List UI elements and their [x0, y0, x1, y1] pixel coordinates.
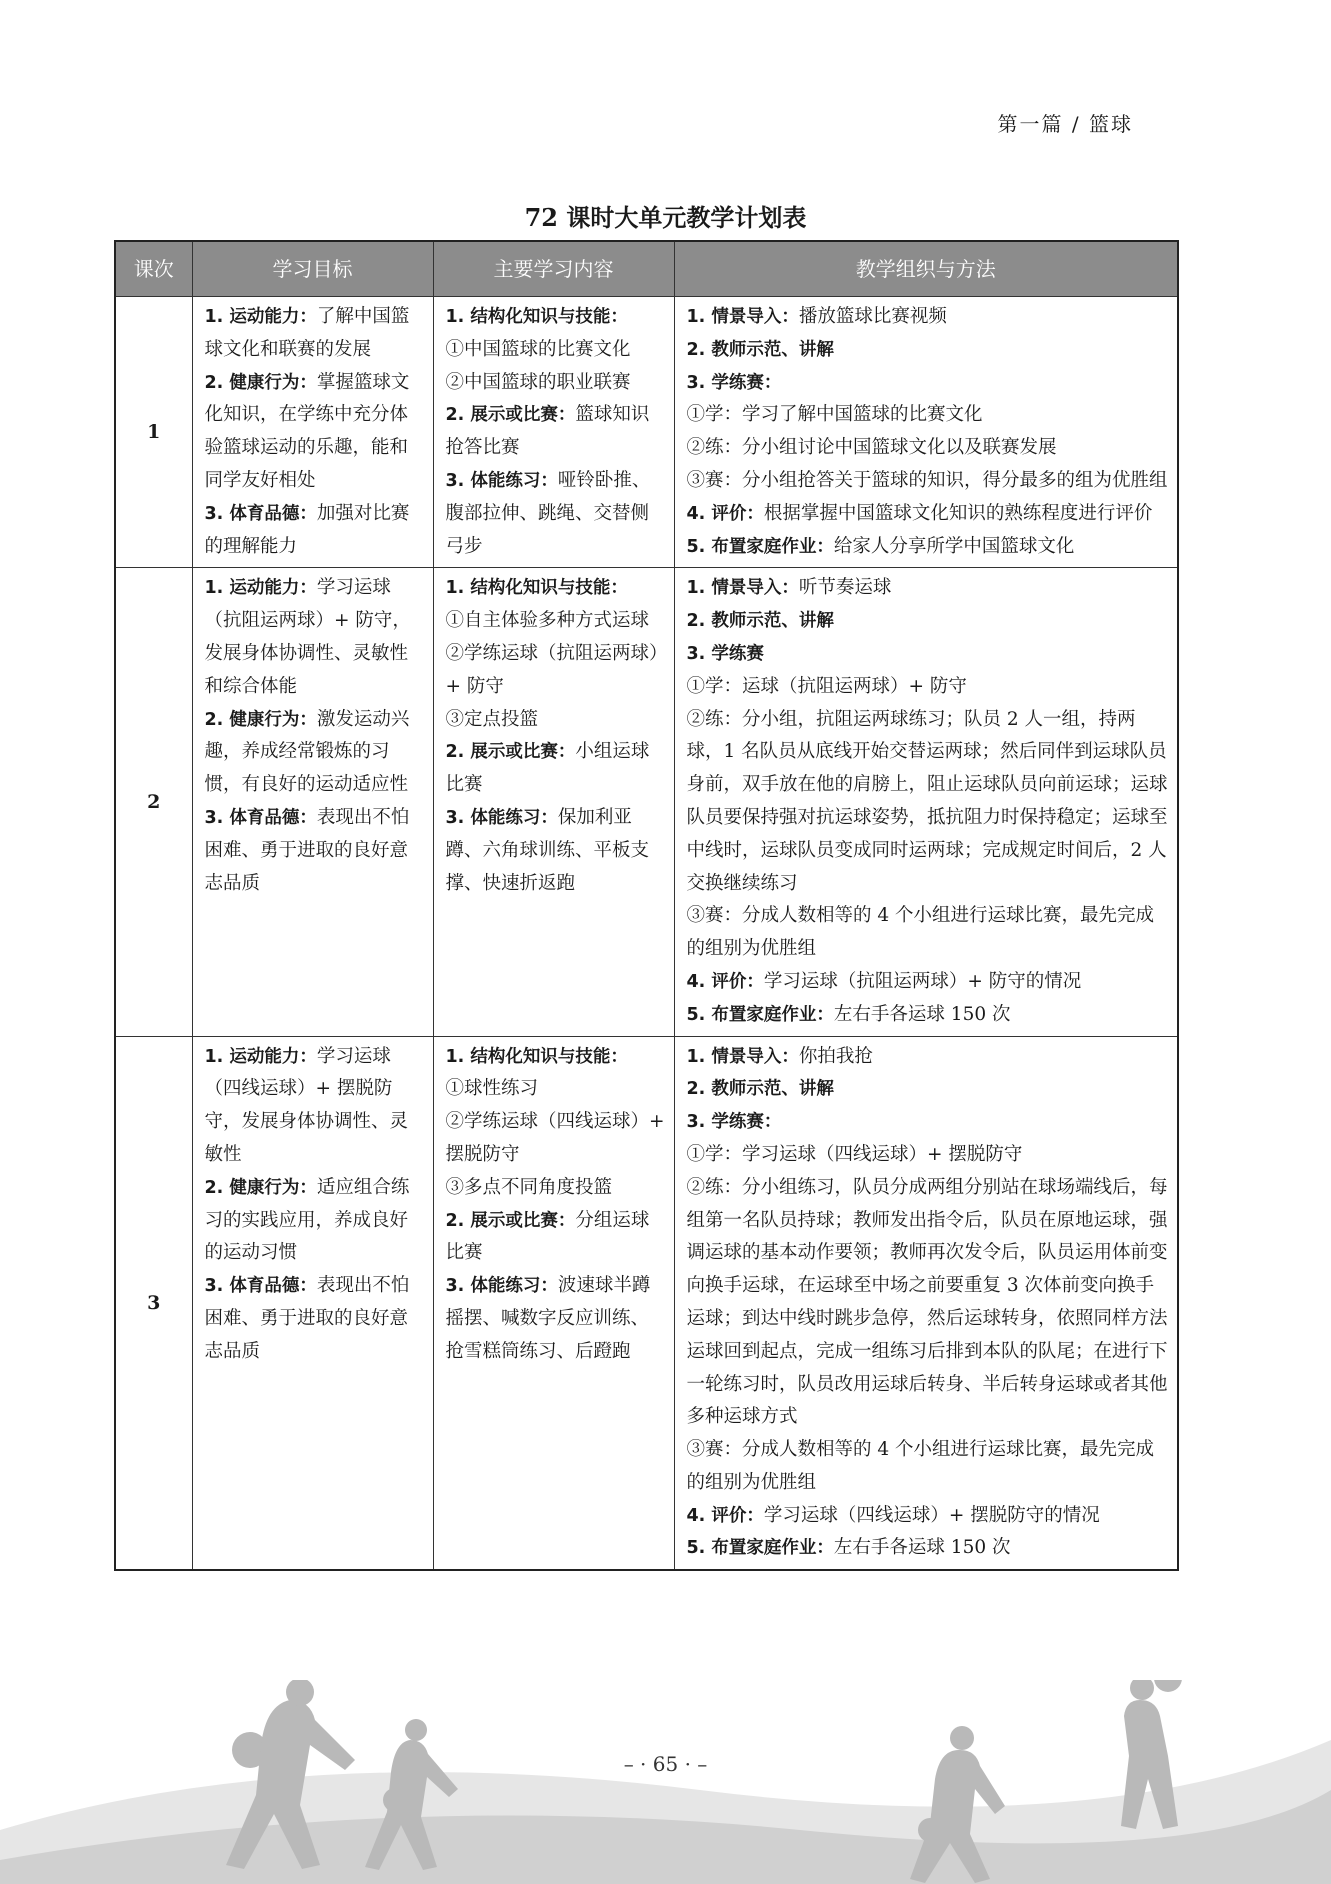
table-row — [115, 568, 1178, 1036]
method-line — [687, 1041, 1170, 1074]
content-item-text: ②学练运球（四线运球）+ 摆脱防守 — [445, 1111, 665, 1165]
method-item-label: 3. 学练赛： — [686, 372, 782, 393]
goal-item-label: 3. 体育品德： — [204, 503, 317, 524]
method-item-text: ②练：分小组练习，队员分成两组分别站在球场端线后，每组第一名队员持球；教师发出指令后，队员在原地运球，强调运球的基本动作要领；教师再次发令后，队员运用体前变向换手运球，在运球至中场之前要重复 3 次体前变向换手运球；到达中线时跳步急停，然后运球转身，依照同样方法运球回到起点，完成一组练习后排到本队的队尾；在进行下一轮练习时，队员改用运球后转身、半后转身运球或者其他多种运球方式 — [686, 1176, 1168, 1428]
goal-item-text: 学习运球（四线运球）+ 摆脱防守，发展身体协调性、灵敏性 — [204, 1045, 409, 1165]
goal-item-label: 2. 健康行为： — [204, 1177, 317, 1198]
goal-line — [205, 498, 425, 564]
content-item-text: ③多点不同角度投篮 — [445, 1176, 613, 1198]
method-line — [687, 301, 1170, 334]
table-row — [115, 1036, 1178, 1570]
goal-item-label: 2. 健康行为： — [204, 709, 317, 730]
header-content: 主要学习内容 — [433, 241, 674, 297]
content-line — [446, 367, 666, 400]
goal-item-label: 3. 体育品德： — [204, 1276, 317, 1297]
method-item-text: ③赛：分成人数相等的 4 个小组进行运球比赛，最先完成的组别为优胜组 — [686, 905, 1155, 960]
method-item-label: 2. 教师示范、讲解 — [686, 1079, 834, 1100]
method-line — [687, 572, 1170, 605]
goal-line — [205, 704, 425, 802]
method-line — [687, 465, 1170, 498]
method-line — [687, 1106, 1170, 1139]
method-item-label: 3. 学练赛 — [686, 643, 764, 664]
content-line — [446, 334, 666, 367]
method-line — [687, 900, 1170, 966]
method-line — [687, 334, 1170, 367]
goal-line — [205, 572, 425, 703]
method-item-text: 播放篮球比赛视频 — [798, 306, 947, 327]
lesson-number: 1 — [115, 297, 192, 568]
goal-item-label: 1. 运动能力： — [204, 307, 317, 327]
content-line — [446, 638, 666, 704]
content-item-label: 3. 体能练习： — [445, 470, 558, 491]
goal-item-text: 学习运球（抗阻运两球）+ 防守，发展身体协调性、灵敏性和综合体能 — [204, 577, 411, 697]
goal-item-text: 激发运动兴趣，养成经常锻炼的习惯，有良好的运动适应性 — [204, 708, 410, 796]
content-item-label: 3. 体能练习： — [445, 807, 558, 828]
goal-item-text: 适应组合练习的实践应用，养成良好的运动习惯 — [204, 1176, 410, 1264]
method-line — [687, 399, 1170, 432]
method-item-label: 3. 学练赛： — [686, 1112, 782, 1133]
content-item-text: 分组运球比赛 — [445, 1209, 650, 1264]
content-item-label: 2. 展示或比赛： — [445, 1210, 576, 1231]
method-item-text: 给家人分享所学中国篮球文化 — [833, 535, 1075, 557]
method-item-label: 5. 布置家庭作业： — [686, 536, 834, 557]
goal-item-text: 了解中国篮球文化和联赛的发展 — [204, 306, 410, 360]
methods-cell — [674, 568, 1178, 1036]
goal-item-label: 1. 运动能力： — [204, 578, 317, 599]
header-goals: 学习目标 — [192, 241, 433, 297]
method-line — [687, 605, 1170, 638]
method-item-text: 根据掌握中国篮球文化知识的熟练程度进行评价 — [763, 502, 1153, 524]
content-item-label: 3. 体能练习： — [445, 1276, 558, 1297]
method-item-label: 2. 教师示范、讲解 — [686, 611, 834, 632]
method-item-text: ③赛：分小组抢答关于篮球的知识，得分最多的组为优胜组 — [686, 469, 1168, 491]
running-head: 第一篇 / 篮球 — [997, 112, 1133, 136]
content-line — [446, 1073, 666, 1106]
method-line — [687, 498, 1170, 531]
content-item-text: 哑铃卧推、腹部拉伸、跳绳、交替侧弓步 — [445, 469, 651, 557]
method-item-text: ①学：学习了解中国篮球的比赛文化 — [686, 404, 983, 426]
content-item-text: ②学练运球（抗阻运两球）+ 防守 — [445, 642, 659, 697]
lesson-number: 3 — [115, 1036, 192, 1570]
content-line — [446, 1041, 666, 1074]
content-line — [446, 605, 666, 638]
content-item-text: ②中国篮球的职业联赛 — [445, 371, 631, 393]
method-item-label: 2. 教师示范、讲解 — [686, 339, 834, 360]
method-line — [687, 367, 1170, 400]
content-item-label: 2. 展示或比赛： — [445, 742, 576, 763]
goal-line — [205, 1172, 425, 1270]
content-item-text: ①球性练习 — [445, 1078, 539, 1100]
goal-item-text: 表现出不怕困难、勇于进取的良好意志品质 — [204, 1275, 410, 1362]
goal-item-label: 2. 健康行为： — [204, 372, 317, 393]
methods-cell — [674, 1036, 1178, 1570]
goals-cell — [192, 297, 433, 568]
header-lesson: 课次 — [115, 241, 192, 297]
method-line — [687, 1073, 1170, 1106]
method-item-text: 学习运球（抗阻运两球）+ 防守的情况 — [763, 970, 1082, 992]
method-item-text: ②练：分小组讨论中国篮球文化以及联赛发展 — [686, 437, 1057, 459]
method-line — [687, 1500, 1170, 1533]
goal-line — [205, 1041, 425, 1172]
page-number: – · 65 · – — [623, 1752, 708, 1776]
content-item-text: 篮球知识抢答比赛 — [445, 404, 650, 459]
method-line — [687, 704, 1170, 901]
content-line — [446, 1172, 666, 1205]
method-item-text: ②练：分小组，抗阻运两球练习；队员 2 人一组，持两球，1 名队员从底线开始交替运两球；然后同伴到运球队员身前，双手放在他的肩膀上，阻止运球队员向前运球；运球队员要保持强对抗运球姿势，抵抗阻力时保持稳定；运球至中线时，运球队员变成同时运两球；完成规定时间后，2 人交换继续练习 — [686, 708, 1168, 894]
content-line — [446, 465, 666, 563]
method-line — [687, 1532, 1170, 1565]
content-cell — [433, 1036, 674, 1570]
table-row — [115, 297, 1178, 568]
method-item-text: ①学：运球（抗阻运两球）+ 防守 — [686, 675, 967, 697]
method-line — [687, 1172, 1170, 1434]
method-item-text: 左右手各运球 150 次 — [833, 1003, 1011, 1025]
goal-item-label: 3. 体育品德： — [204, 807, 317, 828]
content-line — [446, 1205, 666, 1271]
goal-item-label: 1. 运动能力： — [204, 1046, 317, 1067]
footer-basketball-decoration — [0, 1680, 1331, 1884]
method-line — [687, 531, 1170, 564]
table-title: 72 课时大单元教学计划表 — [524, 203, 807, 232]
content-item-text: 波速球半蹲摇摆、喊数字反应训练、抢雪糕筒练习、后蹬跑 — [445, 1275, 651, 1362]
method-line — [687, 432, 1170, 465]
table-header-row — [115, 241, 1178, 297]
goal-item-text: 表现出不怕困难、勇于进取的良好意志品质 — [204, 806, 410, 894]
lesson-number: 2 — [115, 568, 192, 1036]
goal-line — [205, 301, 425, 367]
method-item-text: 你拍我抢 — [798, 1045, 873, 1067]
lesson-plan-table — [114, 240, 1179, 1571]
goal-line — [205, 1270, 425, 1368]
content-item-label: 1. 结构化知识与技能： — [445, 1046, 628, 1067]
content-item-label: 1. 结构化知识与技能： — [445, 307, 628, 327]
content-line — [446, 1106, 666, 1172]
content-line — [446, 399, 666, 465]
goal-line — [205, 367, 425, 498]
header-methods: 教学组织与方法 — [674, 241, 1178, 297]
method-item-text: ③赛：分成人数相等的 4 个小组进行运球比赛，最先完成的组别为优胜组 — [686, 1439, 1155, 1493]
content-line — [446, 301, 666, 334]
method-item-label: 1. 情景导入： — [686, 1046, 799, 1067]
method-line — [687, 1434, 1170, 1500]
content-line — [446, 736, 666, 802]
content-cell — [433, 568, 674, 1036]
goal-line — [205, 802, 425, 900]
content-item-text: 保加利亚蹲、六角球训练、平板支撑、快速折返跑 — [445, 806, 650, 894]
content-cell — [433, 297, 674, 568]
method-line — [687, 638, 1170, 671]
content-item-text: ①自主体验多种方式运球 — [445, 610, 650, 632]
method-line — [687, 999, 1170, 1032]
content-item-text: ①中国篮球的比赛文化 — [445, 338, 631, 360]
content-item-label: 1. 结构化知识与技能： — [445, 578, 628, 599]
method-item-text: 左右手各运球 150 次 — [833, 1537, 1011, 1559]
content-line — [446, 704, 666, 737]
goal-item-text: 加强对比赛的理解能力 — [204, 502, 410, 557]
content-item-label: 2. 展示或比赛： — [445, 405, 576, 426]
method-item-label: 5. 布置家庭作业： — [686, 1004, 834, 1025]
goals-cell — [192, 568, 433, 1036]
method-item-label: 1. 情景导入： — [686, 578, 799, 599]
method-item-text: 学习运球（四线运球）+ 摆脱防守的情况 — [763, 1504, 1100, 1526]
content-line — [446, 1270, 666, 1368]
goals-cell — [192, 1036, 433, 1570]
method-line — [687, 1139, 1170, 1172]
content-line — [446, 802, 666, 900]
goal-item-text: 掌握篮球文化知识，在学练中充分体验篮球运动的乐趣，能和同学友好相处 — [204, 371, 410, 491]
content-item-text: 小组运球比赛 — [445, 741, 650, 796]
method-item-text: ①学：学习运球（四线运球）+ 摆脱防守 — [686, 1143, 1023, 1165]
method-line — [687, 671, 1170, 704]
content-line — [446, 572, 666, 605]
method-item-label: 4. 评价： — [686, 503, 764, 524]
method-item-label: 5. 布置家庭作业： — [686, 1538, 834, 1559]
method-line — [687, 966, 1170, 999]
method-item-label: 4. 评价： — [686, 1505, 764, 1526]
methods-cell — [674, 297, 1178, 568]
method-item-label: 4. 评价： — [686, 971, 764, 992]
method-item-text: 听节奏运球 — [798, 577, 892, 599]
content-item-text: ③定点投篮 — [445, 708, 539, 730]
method-item-label: 1. 情景导入： — [686, 307, 799, 327]
